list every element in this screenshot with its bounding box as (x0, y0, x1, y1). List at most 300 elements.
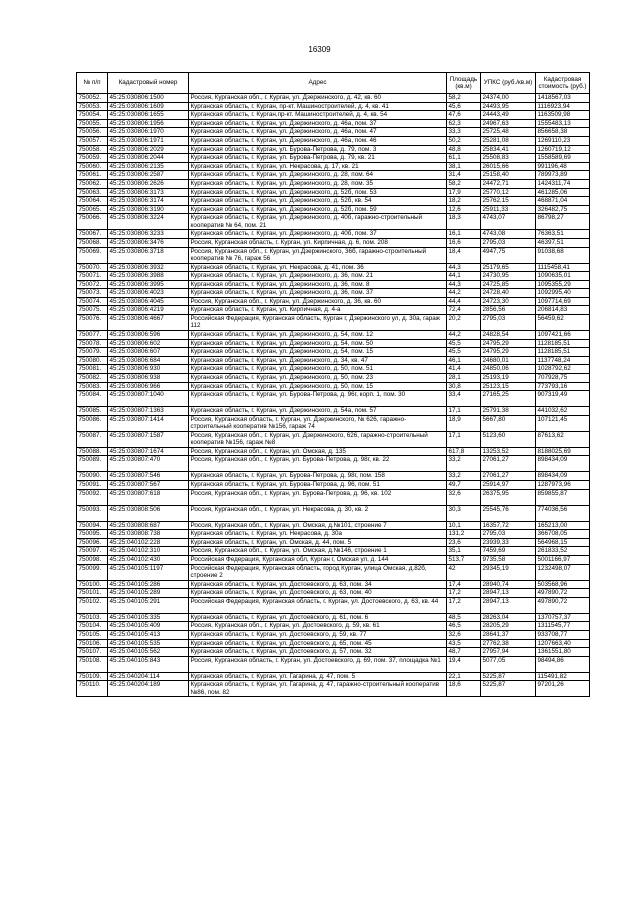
cell-address: Курганская область, г. Курган, ул. Дзержинского, д. 36, пом. 37 (189, 289, 447, 298)
cell-cost: 76363,51 (536, 230, 590, 239)
cell-cadastral: 45:25:040105:413 (108, 630, 189, 639)
cell-cost: 898434,09 (536, 472, 590, 481)
cell-num: 750052. (77, 94, 108, 103)
cell-num: 750095. (77, 530, 108, 539)
cell-area: 44,3 (447, 263, 481, 272)
cell-address: Курганская область, г. Курган, ул. Дзержинского, д. 28, пом. 64 (189, 171, 447, 180)
page-number: 16309 (308, 45, 331, 54)
cell-cost: 326482,75 (536, 205, 590, 214)
cell-area: 35,1 (447, 547, 481, 556)
cell-area: 45,5 (447, 348, 481, 357)
cell-upks: 4743,08 (481, 230, 536, 239)
cell-cost: 1311545,77 (536, 622, 590, 631)
cell-cost: 97201,26 (536, 681, 590, 697)
cell-cadastral: 45:25:030808:687 (108, 521, 189, 530)
cell-cadastral: 45:25:030808:738 (108, 530, 189, 539)
cell-cadastral: 45:25:030806:684 (108, 356, 189, 365)
cell-cadastral: 45:25:040105:289 (108, 589, 189, 598)
cell-address: Курганская область, г. Курган, ул. Дзержинского, д. 40б, гаражно-строительный кооператив № 64, пом. 21 (189, 214, 447, 230)
table-row (77, 521, 590, 530)
cell-cadastral: 45:25:030808:506 (108, 505, 189, 521)
table-row (77, 162, 590, 171)
cell-address: Курганская область, г. Курган, ул. Омская, д. 44, пом. 5 (189, 538, 447, 547)
cell-cadastral: 45:25:040102:228 (108, 538, 189, 547)
cell-upks: 24728,40 (481, 289, 536, 298)
table-row (77, 119, 590, 128)
cell-cadastral: 45:25:030807:618 (108, 489, 189, 505)
cell-num: 750105. (77, 630, 108, 639)
cell-cost: 1090635,01 (536, 272, 590, 281)
cell-area: 22,1 (447, 672, 481, 681)
cell-address: Курганская область, г. Курган, ул. Достоевского, д. 61, пом. 6 (189, 613, 447, 622)
cell-upks: 27957,94 (481, 648, 536, 657)
cell-upks: 26015,66 (481, 162, 536, 171)
cell-upks: 25179,65 (481, 263, 536, 272)
table-row (77, 247, 590, 263)
table-row (77, 672, 590, 681)
cell-num: 750107. (77, 648, 108, 657)
cell-address: Россия, Курганская обл., г. Курган, ул. Дзержинского, д. 36, кв. 60 (189, 297, 447, 306)
cell-address: Курганская область, г. Курган, ул. Достоевского, д. 63, пом. 34 (189, 580, 447, 589)
cell-num: 750068. (77, 238, 108, 247)
cell-area: 17,2 (447, 589, 481, 598)
cell-upks: 24795,29 (481, 348, 536, 357)
cell-num: 750056. (77, 128, 108, 137)
table-body (77, 94, 590, 697)
table-header-row (77, 73, 590, 94)
table-row (77, 188, 590, 197)
cell-upks: 27061,27 (481, 472, 536, 481)
cell-area: 17,1 (447, 431, 481, 447)
cell-cadastral: 45:25:040105:535 (108, 639, 189, 648)
cell-num: 750086. (77, 415, 108, 431)
cell-num: 750108. (77, 656, 108, 672)
cell-address: Российская Федерация, Курганская обл, Курган г, Омская ул, д. 144 (189, 555, 447, 564)
table-row (77, 622, 590, 631)
cell-upks: 25770,12 (481, 188, 536, 197)
cell-upks: 25791,38 (481, 407, 536, 416)
cell-cost: 1287973,96 (536, 481, 590, 490)
cell-cost: 856658,38 (536, 128, 590, 137)
cell-address: Россия, Курганская область, г. Курган, ул. Кирпичная, д. 6, пом. 208 (189, 238, 447, 247)
table-row (77, 472, 590, 481)
cell-address: Курганская область, г. Курган, ул. Некрасова, д. 41, пом. 36 (189, 263, 447, 272)
cell-address: Курганская область, г. Курган, ул. Дзержинского, д. 54, пом. 12 (189, 331, 447, 340)
cell-cadastral: 45:25:040105:843 (108, 656, 189, 672)
cell-cost: 1128185,51 (536, 348, 590, 357)
cell-num: 750060. (77, 162, 108, 171)
cell-upks: 24850,06 (481, 365, 536, 374)
cell-address: Курганская область, г. Курган, ул. Бурова-Петрова, д. 96г, корп. 1, пом. 30 (189, 391, 447, 407)
cell-cadastral: 45:25:040105:409 (108, 622, 189, 631)
cell-num: 750093. (77, 505, 108, 521)
cell-cadastral: 45:25:040102:430 (108, 555, 189, 564)
table-row (77, 238, 590, 247)
cell-cost: 1097714,69 (536, 297, 590, 306)
cell-address: Курганская область, г. Курган, ул. Достоевского, д. 65, пом. 45 (189, 639, 447, 648)
cell-area: 45,6 (447, 102, 481, 111)
cell-num: 750082. (77, 374, 108, 383)
cell-area: 19,4 (447, 656, 481, 672)
cell-address: Российская Федерация, Курганская область, г. Курган, ул. Достоевского, д. 63, кв. 44 (189, 597, 447, 613)
cell-address: Курганская область, г. Курган, ул. Дзержинского, д. 52б, кв. 54 (189, 197, 447, 206)
cell-upks: 24795,29 (481, 339, 536, 348)
cell-cadastral: 45:25:030806:607 (108, 348, 189, 357)
cell-num: 750079. (77, 348, 108, 357)
table-row (77, 630, 590, 639)
cell-num: 750102. (77, 597, 108, 613)
cell-upks: 27762,38 (481, 639, 536, 648)
cell-area: 62,3 (447, 119, 481, 128)
cell-upks: 16357,72 (481, 521, 536, 530)
cell-area: 32,6 (447, 489, 481, 505)
cell-address: Курганская область, г. Курган, ул. Дзержинского, д. 46а, пом. 46 (189, 136, 447, 145)
table-row (77, 94, 590, 103)
cell-address: Курганская область, г. Курган, ул. Дзержинского, д. 36, пом. 21 (189, 272, 447, 281)
cell-num: 750085. (77, 407, 108, 416)
cell-upks: 28940,74 (481, 580, 536, 589)
cell-num: 750098. (77, 555, 108, 564)
cell-cadastral: 45:25:030806:4023 (108, 289, 189, 298)
cell-num: 750071. (77, 272, 108, 281)
cell-area: 32,6 (447, 630, 481, 639)
cell-area: 44,3 (447, 280, 481, 289)
cell-area: 33,3 (447, 128, 481, 137)
table-row (77, 415, 590, 431)
table-row (77, 289, 590, 298)
cell-num: 750070. (77, 263, 108, 272)
cell-area: 18,3 (447, 214, 481, 230)
table-row (77, 580, 590, 589)
cell-cost: 1260719,12 (536, 145, 590, 154)
cell-area: 58,2 (447, 179, 481, 188)
cell-upks: 24723,30 (481, 297, 536, 306)
cell-num: 750092. (77, 489, 108, 505)
cell-cadastral: 45:25:030806:4045 (108, 297, 189, 306)
cell-upks: 24472,71 (481, 179, 536, 188)
cell-area: 44,2 (447, 331, 481, 340)
cell-cost: 1269110,23 (536, 136, 590, 145)
header-num: № п/п (77, 73, 108, 94)
cell-upks: 24493,95 (481, 102, 536, 111)
cell-num: 750076. (77, 315, 108, 331)
cell-address: Курганская область, г. Курган, ул. Некрасова, д. 17, кв. 21 (189, 162, 447, 171)
cell-area: 49,7 (447, 481, 481, 490)
cell-address: Россия, Курганская обл., г. Курган, ул. Омская, д.№146, строение 1 (189, 547, 447, 556)
cell-upks: 28263,04 (481, 613, 536, 622)
table-row (77, 348, 590, 357)
cell-area: 17,4 (447, 580, 481, 589)
cell-address: Россия, Курганская обл., г. Курган, ул. Некрасова, д. 30, кв. 2 (189, 505, 447, 521)
header-cadastral: Кадастровый номер (108, 73, 189, 94)
cell-num: 750075. (77, 306, 108, 315)
cell-area: 33,2 (447, 472, 481, 481)
cell-address: Курганская область, г. Курган, ул. Достоевского, д. 59, кв. 77 (189, 630, 447, 639)
cell-num: 750080. (77, 356, 108, 365)
table-row (77, 656, 590, 672)
cell-upks: 23939,33 (481, 538, 536, 547)
table-row (77, 272, 590, 281)
cell-num: 750094. (77, 521, 108, 530)
table-row (77, 530, 590, 539)
cell-num: 750077. (77, 331, 108, 340)
cell-upks: 24725,85 (481, 280, 536, 289)
cell-cost: 503568,96 (536, 580, 590, 589)
table-row (77, 648, 590, 657)
cell-cost: 1207663,40 (536, 639, 590, 648)
cell-upks: 5667,80 (481, 415, 536, 431)
cell-cost: 1097421,66 (536, 331, 590, 340)
cell-cadastral: 45:25:030807:1674 (108, 447, 189, 456)
cell-cadastral: 45:25:030806:3190 (108, 205, 189, 214)
cell-upks: 28947,13 (481, 589, 536, 598)
cell-cost: 1028792,62 (536, 365, 590, 374)
cell-area: 46,5 (447, 622, 481, 631)
cell-cadastral: 45:25:030806:930 (108, 365, 189, 374)
cell-upks: 26375,95 (481, 489, 536, 505)
cell-cadastral: 45:25:030807:567 (108, 481, 189, 490)
table-row (77, 613, 590, 622)
cell-cadastral: 45:25:040102:310 (108, 547, 189, 556)
cell-num: 750067. (77, 230, 108, 239)
cell-address: Россия, Курганская обл., г. Курган, ул. Бурова-Петрова, д. 96, кв. 102 (189, 489, 447, 505)
cell-cost: 1361551,80 (536, 648, 590, 657)
cell-cost: 898434,09 (536, 456, 590, 472)
cell-upks: 25914,97 (481, 481, 536, 490)
cell-cost: 707928,75 (536, 374, 590, 383)
cell-num: 750110. (77, 681, 108, 697)
cell-upks: 7459,69 (481, 547, 536, 556)
table-row (77, 136, 590, 145)
cell-address: Курганская область, г. Курган, ул. Дзержинского, д. 46а, пом. 47 (189, 128, 447, 137)
table-row (77, 339, 590, 348)
cell-num: 750059. (77, 154, 108, 163)
cell-cadastral: 45:25:030806:3988 (108, 272, 189, 281)
cell-cadastral: 45:25:030806:1971 (108, 136, 189, 145)
table-row (77, 456, 590, 472)
table-row (77, 331, 590, 340)
cell-upks: 24967,63 (481, 119, 536, 128)
cell-num: 750078. (77, 339, 108, 348)
cell-address: Россия, Курганская обл., г. Курган, ул. Достоевского, д. 59, кв. 61 (189, 622, 447, 631)
cell-area: 58,2 (447, 94, 481, 103)
cell-cadastral: 45:25:030806:2044 (108, 154, 189, 163)
cell-area: 16,6 (447, 238, 481, 247)
table-row (77, 179, 590, 188)
cell-cadastral: 45:25:030806:4219 (108, 306, 189, 315)
cell-num: 750103. (77, 613, 108, 622)
cell-address: Курганская область, г. Курган, ул. Кирпичная, д. 4-а (189, 306, 447, 315)
cell-num: 750072. (77, 280, 108, 289)
cell-address: Россия, Курганская обл., г. Курган, ул. Омская, д. 135 (189, 447, 447, 456)
cell-area: 48,7 (447, 648, 481, 657)
cell-upks: 28641,37 (481, 630, 536, 639)
cell-upks: 5225,87 (481, 681, 536, 697)
table-row (77, 280, 590, 289)
cell-cost: 497890,72 (536, 597, 590, 613)
cell-area: 513,7 (447, 555, 481, 564)
table-row (77, 315, 590, 331)
table-row (77, 230, 590, 239)
cell-upks: 25911,33 (481, 205, 536, 214)
cell-address: Курганская область, г. Курган, пр-кт. Машиностроителей, д. 4, кв. 41 (189, 102, 447, 111)
cell-address: Курганская область, г. Курган, ул. Гагарина, д. 47, пом. 5 (189, 672, 447, 681)
cell-upks: 25508,83 (481, 154, 536, 163)
table-row (77, 214, 590, 230)
cell-upks: 28947,13 (481, 597, 536, 613)
cell-upks: 24828,54 (481, 331, 536, 340)
cell-address: Российская Федерация, Курганская область, Курган г, Дзержинского ул, д. 30а, гараж 112 (189, 315, 447, 331)
table-row (77, 547, 590, 556)
cell-area: 18,9 (447, 415, 481, 431)
cell-num: 750074. (77, 297, 108, 306)
cell-upks: 25281,08 (481, 136, 536, 145)
cell-cost: 261833,52 (536, 547, 590, 556)
cell-num: 750101. (77, 589, 108, 598)
cell-address: Российская Федерация, Курганская область, город Курган, улица Омская, д.82б, строение 2 (189, 564, 447, 580)
cell-upks: 4743,07 (481, 214, 536, 230)
cell-cadastral: 45:25:030807:1040 (108, 391, 189, 407)
cell-cost: 991196,48 (536, 162, 590, 171)
cell-num: 750058. (77, 145, 108, 154)
cell-area: 131,2 (447, 530, 481, 539)
cell-cost: 497890,72 (536, 589, 590, 598)
table-row (77, 639, 590, 648)
cell-address: Курганская область, г. Курган, ул. Некрасова, д. 30а (189, 530, 447, 539)
cell-cadastral: 45:25:040105:286 (108, 580, 189, 589)
cell-num: 750065. (77, 205, 108, 214)
cell-cost: 366708,05 (536, 530, 590, 539)
cell-cost: 1128185,51 (536, 339, 590, 348)
cell-cost: 91038,68 (536, 247, 590, 263)
header-cost: Кадастровая стоимость (руб.) (536, 73, 590, 94)
cell-num: 750091. (77, 481, 108, 490)
table-row (77, 505, 590, 521)
cell-cost: 1116923,94 (536, 102, 590, 111)
cell-cadastral: 45:25:040204:189 (108, 681, 189, 697)
table-row (77, 365, 590, 374)
cell-cadastral: 45:25:030807:1587 (108, 431, 189, 447)
cell-area: 30,8 (447, 382, 481, 391)
cell-area: 41,4 (447, 365, 481, 374)
cell-area: 44,1 (447, 272, 481, 281)
cell-cadastral: 45:25:030807:546 (108, 472, 189, 481)
table-row (77, 555, 590, 564)
table-row (77, 431, 590, 447)
cell-area: 45,5 (447, 339, 481, 348)
table-row (77, 538, 590, 547)
cell-area: 33,2 (447, 456, 481, 472)
cell-area: 43,5 (447, 639, 481, 648)
cell-cost: 859855,87 (536, 489, 590, 505)
cell-address: Курганская область, г. Курган, ул. Дзержинского, д. 34, кв. 47 (189, 356, 447, 365)
cell-cadastral: 45:25:030806:3995 (108, 280, 189, 289)
header-address: Адрес (189, 73, 447, 94)
cell-address: Россия, Курганская обл., г. Курган, ул. Дзержинского, 626, гаражно-строительный кооператив №156, гараж №8 (189, 431, 447, 447)
cell-cadastral: 45:25:030807:1414 (108, 415, 189, 431)
cell-cost: 1115458,41 (536, 263, 590, 272)
table-row (77, 171, 590, 180)
cell-num: 750069. (77, 247, 108, 263)
cell-num: 750090. (77, 472, 108, 481)
cell-num: 750081. (77, 365, 108, 374)
cell-upks: 24443,49 (481, 111, 536, 120)
cell-cost: 87613,62 (536, 431, 590, 447)
cell-cadastral: 45:25:030806:3932 (108, 263, 189, 272)
cell-upks: 25193,19 (481, 374, 536, 383)
cell-cadastral: 45:25:030806:1655 (108, 111, 189, 120)
cell-area: 23,6 (447, 538, 481, 547)
cell-num: 750063. (77, 188, 108, 197)
cell-address: Курганская область, г. Курган, ул. Дзержинского, д. 46а, пом. 37 (189, 119, 447, 128)
table-row (77, 447, 590, 456)
cell-address: Курганская область, г. Курган, ул. Бурова-Петрова, д. 79, кв. 21 (189, 154, 447, 163)
cell-cadastral: 45:25:030806:2626 (108, 179, 189, 188)
cell-cost: 1418567,03 (536, 94, 590, 103)
cell-num: 750096. (77, 538, 108, 547)
cell-cadastral: 45:25:030806:2587 (108, 171, 189, 180)
table-row (77, 681, 590, 697)
cell-area: 617,8 (447, 447, 481, 456)
cell-cost: 461285,06 (536, 188, 590, 197)
cell-upks: 25123,15 (481, 382, 536, 391)
cell-address: Курганская область, г. Курган, ул. Дзержинского, д. 54, пом. 50 (189, 339, 447, 348)
cell-address: Россия, Курганская область, г. Курган, ул. Дзержинского, № 626, гаражно-строительный кооператив №156, гараж 74 (189, 415, 447, 431)
cell-num: 750064. (77, 197, 108, 206)
cell-cost: 5001166,97 (536, 555, 590, 564)
header-area: Площадь (кв.м) (447, 73, 481, 94)
cell-address: Курганская область, г. Курган,пр-кт. Машиностроителей, д. 4, кв. 54 (189, 111, 447, 120)
cell-upks: 24374,00 (481, 94, 536, 103)
cell-num: 750083. (77, 382, 108, 391)
cell-area: 18,2 (447, 197, 481, 206)
cell-cadastral: 45:25:040105:1197 (108, 564, 189, 580)
table-row (77, 564, 590, 580)
cell-cadastral: 45:25:030806:2029 (108, 145, 189, 154)
cell-upks: 24680,01 (481, 356, 536, 365)
cell-address: Курганская область, г. Курган, ул. Достоевского, д. 57, пом. 32 (189, 648, 447, 657)
cell-area: 28,1 (447, 374, 481, 383)
cell-address: Курганская область, г. Курган, ул. Гагарина, д. 47, гаражно-строительный кооператив №86, пом. 82 (189, 681, 447, 697)
cell-cadastral: 45:25:030806:966 (108, 382, 189, 391)
cell-cadastral: 45:25:040105:562 (108, 648, 189, 657)
cell-area: 18,6 (447, 681, 481, 697)
table-row (77, 128, 590, 137)
cell-upks: 9735,58 (481, 555, 536, 564)
cell-address: Россия, Курганская обл., г. Курган, ул. Омская, д.№101, строение 7 (189, 521, 447, 530)
cell-num: 750054. (77, 111, 108, 120)
cell-upks: 2795,03 (481, 530, 536, 539)
cell-cost: 773793,16 (536, 382, 590, 391)
table-row (77, 154, 590, 163)
cell-cost: 107121,45 (536, 415, 590, 431)
cell-num: 750099. (77, 564, 108, 580)
cell-cadastral: 45:25:040204:114 (108, 672, 189, 681)
cell-num: 750073. (77, 289, 108, 298)
cell-cost: 1555483,13 (536, 119, 590, 128)
cell-area: 16,1 (447, 230, 481, 239)
table-row (77, 111, 590, 120)
cell-address: Курганская область, г. Курган, ул. Дзержинского, д. 28, пом. 35 (189, 179, 447, 188)
cell-area: 48,5 (447, 613, 481, 622)
table-row (77, 297, 590, 306)
cell-cost: 56459,62 (536, 315, 590, 331)
cell-cadastral: 45:25:030806:2135 (108, 162, 189, 171)
table-row (77, 382, 590, 391)
cell-area: 47,6 (447, 111, 481, 120)
table-row (77, 145, 590, 154)
cell-upks: 25545,76 (481, 505, 536, 521)
